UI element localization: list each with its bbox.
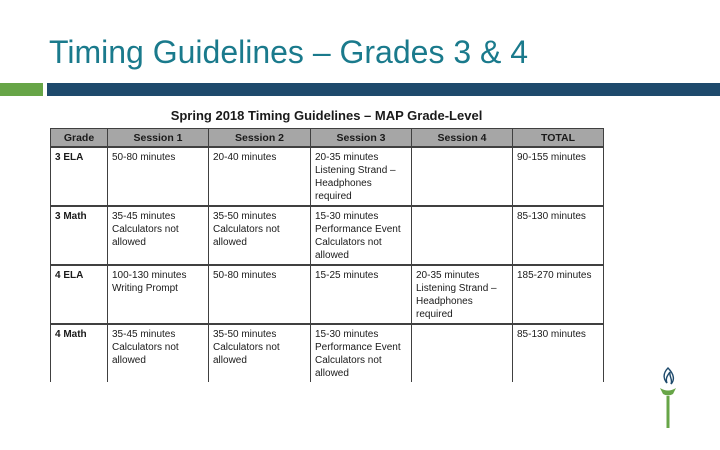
cell-line: Writing Prompt [112,283,178,294]
cell-session-1 [108,265,209,324]
cell-line: allowed [213,355,247,366]
cell-session-3 [311,324,412,382]
table-row [51,265,604,324]
slide-title: Timing Guidelines – Grades 3 & 4 [49,34,529,70]
torch-handle [667,396,670,428]
cell-line: 50-80 minutes [112,152,176,163]
cell-line: Calculators not [213,224,280,235]
cell-grade: 4 ELA [51,265,108,324]
cell-session-4 [412,206,513,265]
table-title: Spring 2018 Timing Guidelines – MAP Grade-Level [170,108,483,123]
cell-line: 35-50 minutes [213,211,277,222]
cell-line: Calculators not [112,342,179,353]
cell-line: 185-270 minutes [517,270,592,281]
cell-total [513,265,604,324]
cell-line: 20-40 minutes [213,152,277,163]
torch-icon [656,366,680,430]
cell-grade: 3 Math [51,206,108,265]
cell-session-4 [412,324,513,382]
cell-line: 15-30 minutes [315,329,379,340]
accent-bar-navy [47,83,720,96]
cell-session-1 [108,206,209,265]
cell-line: 85-130 minutes [517,211,586,222]
cell-line: 20-35 minutes [416,270,480,281]
header-total: TOTAL [513,129,604,148]
cell-session-2 [209,206,311,265]
torch-cup [660,388,676,396]
table-body [51,147,604,382]
cell-line: 90-155 minutes [517,152,586,163]
header-session-3: Session 3 [311,129,412,148]
cell-line: Headphones [416,296,473,307]
cell-line: Calculators not [315,237,382,248]
cell-session-2 [209,324,311,382]
cell-line: required [315,191,352,202]
cell-line: 15-30 minutes [315,211,379,222]
cell-line: allowed [112,355,146,366]
cell-line: allowed [112,237,146,248]
cell-line: 20-35 minutes [315,152,379,163]
cell-line: 35-50 minutes [213,329,277,340]
cell-session-4 [412,265,513,324]
cell-line: allowed [315,368,349,379]
cell-grade: 3 ELA [51,147,108,206]
cell-session-3 [311,265,412,324]
cell-line: 100-130 minutes [112,270,187,281]
cell-line: 35-45 minutes [112,211,176,222]
cell-total [513,206,604,265]
cell-line: allowed [213,237,247,248]
cell-total [513,324,604,382]
cell-line: Listening Strand – [416,283,497,294]
torch-flame [664,368,673,384]
table-header-row [51,129,604,148]
header-grade: Grade [51,129,108,148]
cell-line: 50-80 minutes [213,270,277,281]
table-row [51,324,604,382]
cell-line: 15-25 minutes [315,270,379,281]
cell-line: Calculators not [112,224,179,235]
cell-session-4 [412,147,513,206]
cell-line: Headphones [315,178,372,189]
cell-line: Performance Event [315,224,401,235]
cell-line: 85-130 minutes [517,329,586,340]
header-session-1: Session 1 [108,129,209,148]
table-row [51,147,604,206]
accent-bar-green [0,83,43,96]
header-session-2: Session 2 [209,129,311,148]
cell-session-1 [108,324,209,382]
cell-session-1 [108,147,209,206]
cell-line: Calculators not [315,355,382,366]
cell-line: Calculators not [213,342,280,353]
timing-guidelines-table [50,128,604,382]
cell-session-2 [209,147,311,206]
header-session-4: Session 4 [412,129,513,148]
table-row [51,206,604,265]
cell-session-3 [311,206,412,265]
cell-line: Performance Event [315,342,401,353]
cell-line: allowed [315,250,349,261]
cell-session-3 [311,147,412,206]
cell-line: Listening Strand – [315,165,396,176]
cell-line: 35-45 minutes [112,329,176,340]
cell-line: required [416,309,453,320]
cell-total [513,147,604,206]
cell-grade: 4 Math [51,324,108,382]
cell-session-2 [209,265,311,324]
